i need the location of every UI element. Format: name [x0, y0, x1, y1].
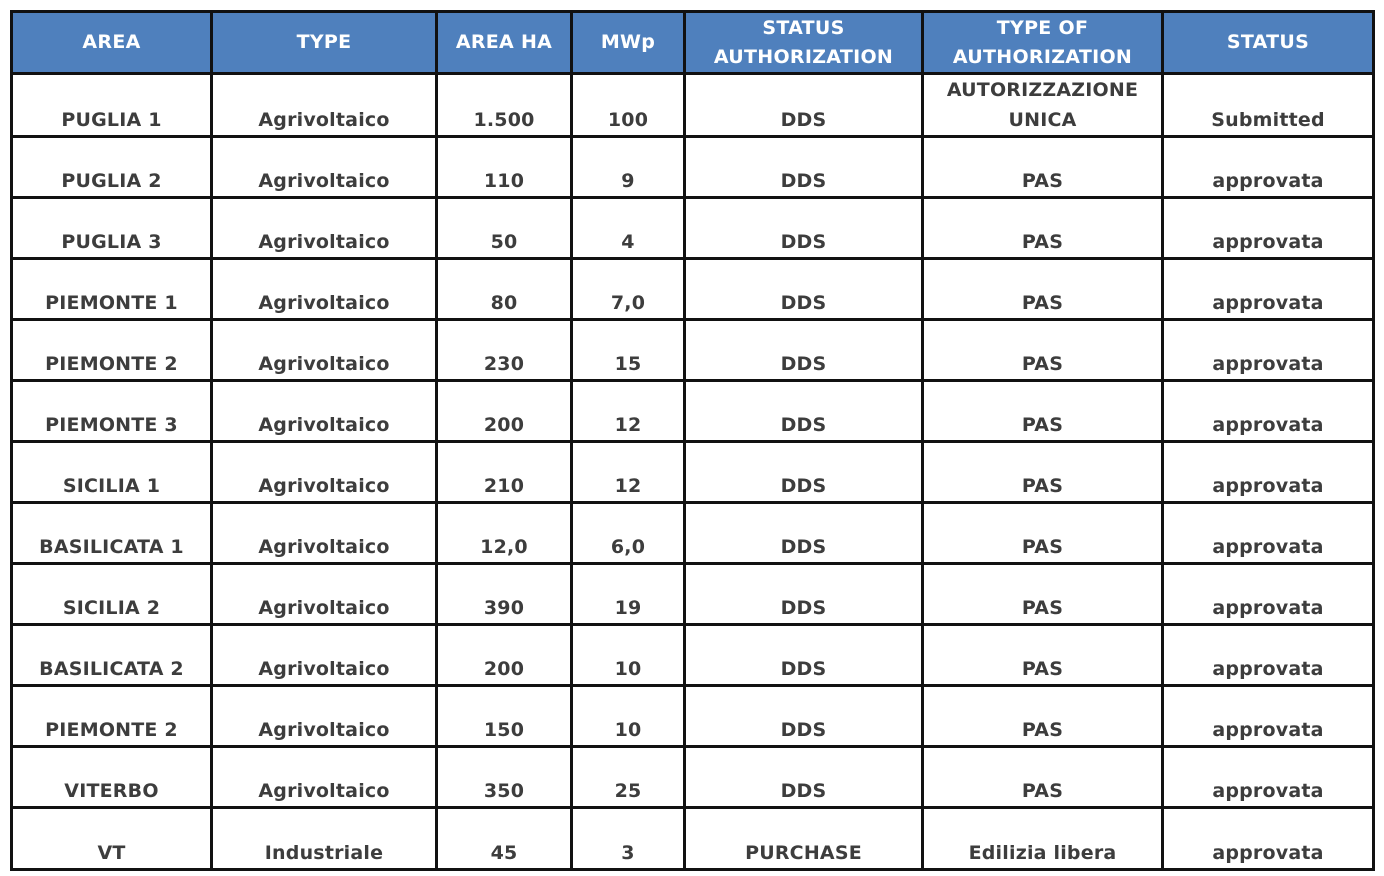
table-row: [12, 747, 1374, 808]
cell-status-authorization: DDS: [685, 686, 923, 747]
cell-status: approvata: [1163, 686, 1374, 747]
cell-status-authorization: DDS: [685, 747, 923, 808]
cell-type-of-authorization: PAS: [923, 747, 1163, 808]
cell-type-of-authorization: PAS: [923, 686, 1163, 747]
cell-status: approvata: [1163, 503, 1374, 564]
cell-type-of-authorization: Edilizia libera: [923, 808, 1163, 870]
cell-mwp: 25: [572, 747, 685, 808]
column-header-area-ha: AREA HA: [437, 12, 572, 74]
cell-area: VITERBO: [12, 747, 212, 808]
cell-mwp: 4: [572, 198, 685, 259]
cell-mwp: 6,0: [572, 503, 685, 564]
table-row: [12, 808, 1374, 870]
cell-area: PUGLIA 2: [12, 137, 212, 198]
cell-type-of-authorization: PAS: [923, 259, 1163, 320]
cell-status-authorization: DDS: [685, 259, 923, 320]
table-row: [12, 686, 1374, 747]
cell-mwp: 19: [572, 564, 685, 625]
table-row: [12, 625, 1374, 686]
cell-area: SICILIA 1: [12, 442, 212, 503]
table-row: [12, 259, 1374, 320]
cell-status-authorization: DDS: [685, 137, 923, 198]
table-row: [12, 320, 1374, 381]
cell-type: Agrivoltaico: [212, 686, 437, 747]
cell-type: Agrivoltaico: [212, 137, 437, 198]
table-header: [12, 12, 1374, 74]
cell-area: PIEMONTE 1: [12, 259, 212, 320]
header-row: [12, 12, 1374, 74]
column-header-status-authorization: STATUS AUTHORIZATION: [685, 12, 923, 74]
cell-area-ha: 350: [437, 747, 572, 808]
cell-area-ha: 1.500: [437, 74, 572, 137]
column-header-status: STATUS: [1163, 12, 1374, 74]
cell-area-ha: 390: [437, 564, 572, 625]
authorization-table: [10, 10, 1375, 871]
cell-area: VT: [12, 808, 212, 870]
cell-status: approvata: [1163, 137, 1374, 198]
cell-area-ha: 12,0: [437, 503, 572, 564]
cell-area-ha: 80: [437, 259, 572, 320]
cell-area-ha: 110: [437, 137, 572, 198]
table-body: [12, 74, 1374, 870]
cell-status: approvata: [1163, 259, 1374, 320]
column-header-type-of-authorization: TYPE OF AUTHORIZATION: [923, 12, 1163, 74]
cell-area-ha: 150: [437, 686, 572, 747]
cell-mwp: 10: [572, 686, 685, 747]
cell-type: Agrivoltaico: [212, 442, 437, 503]
cell-type-of-authorization: AUTORIZZAZIONE UNICA: [923, 74, 1163, 137]
table-row: [12, 442, 1374, 503]
cell-type-of-authorization: PAS: [923, 320, 1163, 381]
cell-status-authorization: DDS: [685, 381, 923, 442]
cell-status-authorization: DDS: [685, 564, 923, 625]
cell-area: PIEMONTE 2: [12, 320, 212, 381]
cell-type-of-authorization: PAS: [923, 198, 1163, 259]
cell-status-authorization: DDS: [685, 198, 923, 259]
cell-type-of-authorization: PAS: [923, 442, 1163, 503]
cell-area-ha: 200: [437, 381, 572, 442]
cell-mwp: 3: [572, 808, 685, 870]
cell-type: Agrivoltaico: [212, 320, 437, 381]
cell-mwp: 15: [572, 320, 685, 381]
cell-type: Agrivoltaico: [212, 259, 437, 320]
cell-status-authorization: DDS: [685, 442, 923, 503]
column-header-area: AREA: [12, 12, 212, 74]
cell-status: Submitted: [1163, 74, 1374, 137]
cell-type-of-authorization: PAS: [923, 503, 1163, 564]
table-row: [12, 381, 1374, 442]
table-row: [12, 198, 1374, 259]
cell-area: PIEMONTE 3: [12, 381, 212, 442]
cell-mwp: 10: [572, 625, 685, 686]
cell-type: Agrivoltaico: [212, 564, 437, 625]
cell-status: approvata: [1163, 564, 1374, 625]
cell-status-authorization: DDS: [685, 74, 923, 137]
cell-area-ha: 230: [437, 320, 572, 381]
cell-type-of-authorization: PAS: [923, 381, 1163, 442]
cell-area-ha: 200: [437, 625, 572, 686]
column-header-mwp: MWp: [572, 12, 685, 74]
cell-mwp: 12: [572, 442, 685, 503]
cell-area-ha: 50: [437, 198, 572, 259]
cell-area: BASILICATA 1: [12, 503, 212, 564]
cell-mwp: 7,0: [572, 259, 685, 320]
cell-status: approvata: [1163, 198, 1374, 259]
cell-status: approvata: [1163, 747, 1374, 808]
cell-mwp: 9: [572, 137, 685, 198]
cell-area: PUGLIA 3: [12, 198, 212, 259]
cell-area: PUGLIA 1: [12, 74, 212, 137]
cell-type: Agrivoltaico: [212, 747, 437, 808]
cell-type-of-authorization: PAS: [923, 137, 1163, 198]
cell-type: Industriale: [212, 808, 437, 870]
cell-type-of-authorization: PAS: [923, 625, 1163, 686]
cell-mwp: 12: [572, 381, 685, 442]
cell-status-authorization: DDS: [685, 320, 923, 381]
table-row: [12, 564, 1374, 625]
cell-status-authorization: DDS: [685, 503, 923, 564]
cell-area: SICILIA 2: [12, 564, 212, 625]
cell-type: Agrivoltaico: [212, 503, 437, 564]
cell-status: approvata: [1163, 625, 1374, 686]
cell-type: Agrivoltaico: [212, 381, 437, 442]
column-header-type: TYPE: [212, 12, 437, 74]
table-row: [12, 503, 1374, 564]
cell-type: Agrivoltaico: [212, 625, 437, 686]
cell-status: approvata: [1163, 808, 1374, 870]
cell-type: Agrivoltaico: [212, 74, 437, 137]
cell-area: PIEMONTE 2: [12, 686, 212, 747]
cell-status: approvata: [1163, 320, 1374, 381]
cell-status: approvata: [1163, 381, 1374, 442]
cell-status: approvata: [1163, 442, 1374, 503]
cell-area-ha: 45: [437, 808, 572, 870]
cell-type-of-authorization: PAS: [923, 564, 1163, 625]
cell-mwp: 100: [572, 74, 685, 137]
cell-area: BASILICATA 2: [12, 625, 212, 686]
table-row: [12, 137, 1374, 198]
cell-area-ha: 210: [437, 442, 572, 503]
cell-status-authorization: PURCHASE: [685, 808, 923, 870]
cell-type: Agrivoltaico: [212, 198, 437, 259]
table-row: [12, 74, 1374, 137]
cell-status-authorization: DDS: [685, 625, 923, 686]
